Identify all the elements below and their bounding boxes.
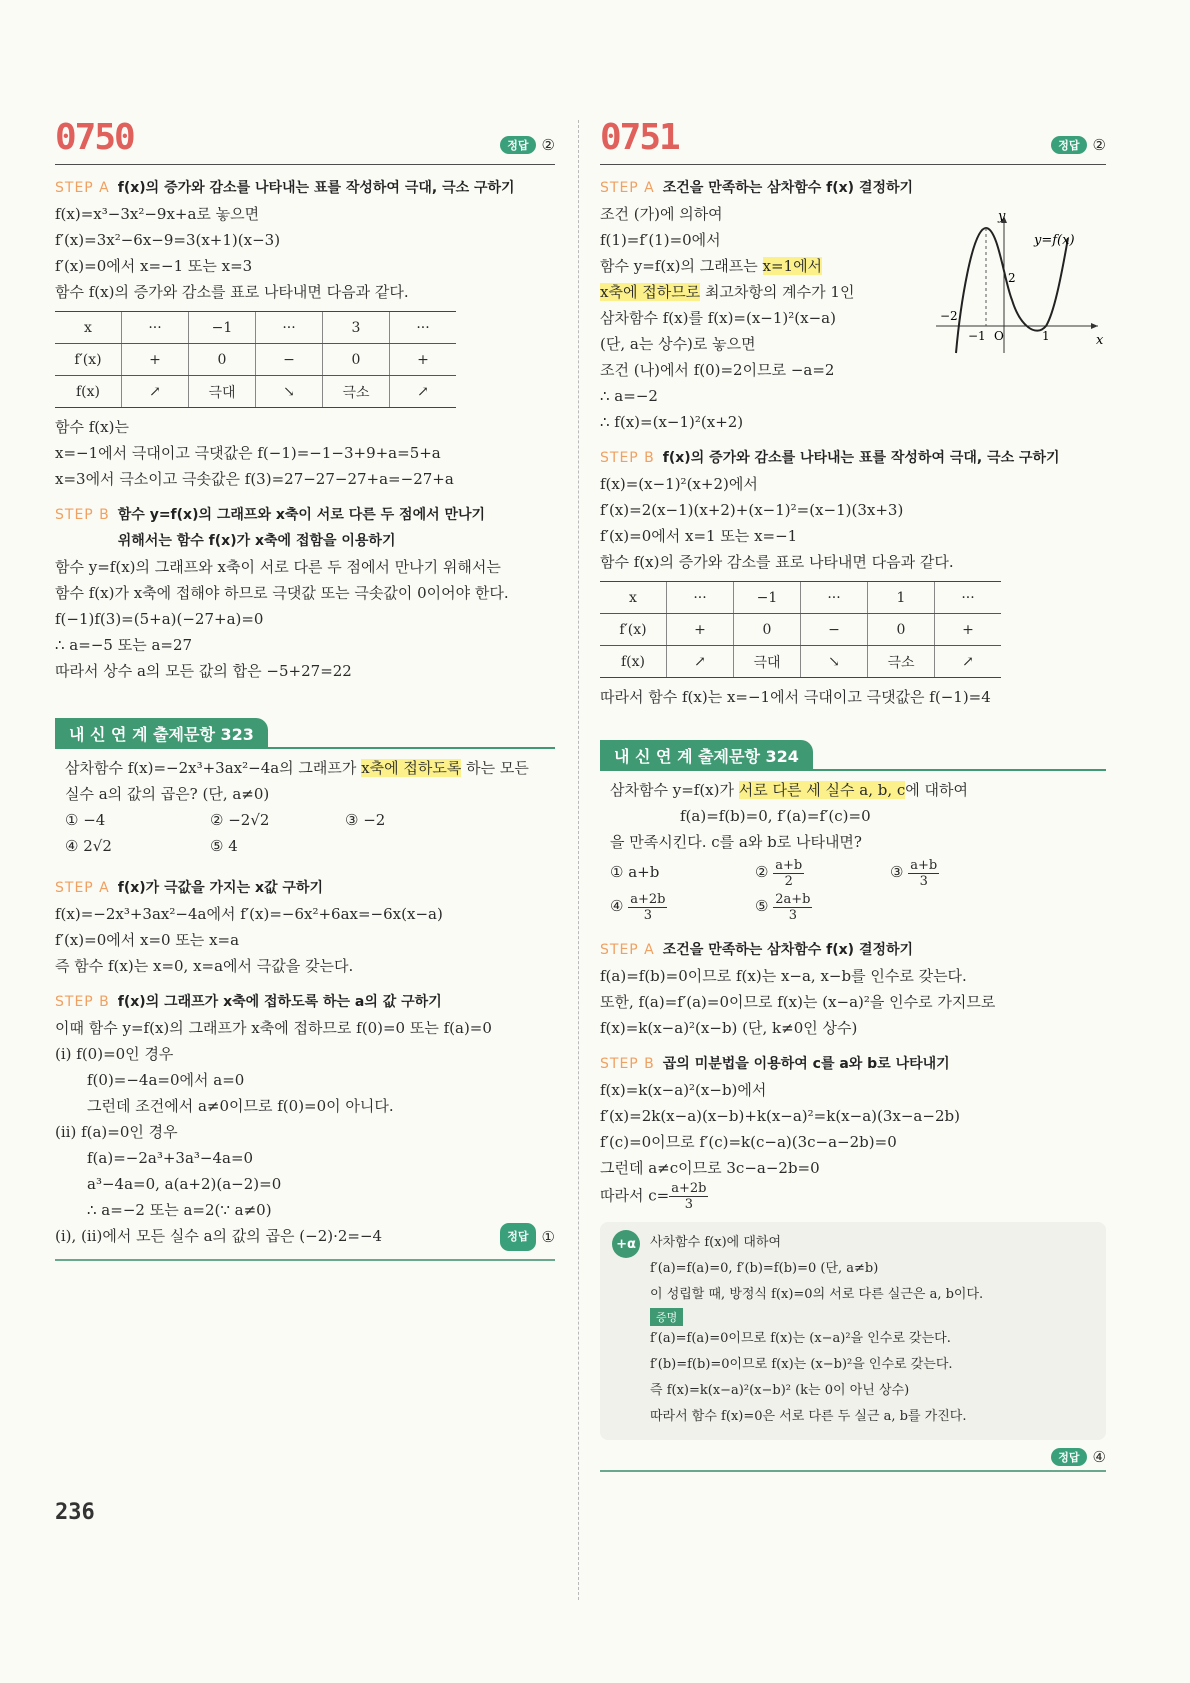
question-line: 실수 a의 값의 곱은? (단, a≠0) <box>65 785 270 803</box>
step-title: f(x)의 그래프가 x축에 접하도록 하는 a의 값 구하기 <box>117 994 442 1010</box>
solution-line: 조건 (나)에서 f(0)=2이므로 −a=2 <box>600 361 835 379</box>
highlight-text: x=1에서 <box>762 257 823 275</box>
solution-line: ∴ f(x)=(x−1)²(x+2) <box>600 413 744 431</box>
table-cell: ↗ <box>667 646 734 678</box>
table-cell: ··· <box>390 312 457 344</box>
solution-text: 최고차항의 계수가 1인 <box>700 283 855 301</box>
plus-alpha-icon: +α <box>612 1230 640 1258</box>
step-b-heading <box>55 502 555 554</box>
solution-line: f′(x)=0에서 x=−1 또는 x=3 <box>55 257 253 275</box>
x-axis-arrow <box>1091 323 1098 329</box>
solution-line: f′(x)=2k(x−a)(x−b)+k(x−a)²=k(x−a)(3x−a−2b) <box>600 1107 960 1125</box>
table-cell: − <box>256 344 323 376</box>
solution-line: f′(x)=0에서 x=0 또는 x=a <box>55 931 240 949</box>
step-title: 조건을 만족하는 삼차함수 f(x) 결정하기 <box>662 942 914 958</box>
table-cell: ··· <box>935 582 1002 614</box>
related-problem-title: 내 신 연 계 출제문항 324 <box>600 740 813 771</box>
question-line: f(a)=f(b)=0, f′(a)=f′(c)=0 <box>680 807 871 825</box>
denominator: 3 <box>919 873 928 889</box>
answer-badge: 정답 <box>1051 136 1086 154</box>
proof-line: f′(a)=f(a)=0이므로 f(x)는 (x−a)²을 인수로 갖는다. <box>650 1331 951 1346</box>
table-cell: 극대 <box>189 376 256 408</box>
solution-line: ∴ a=−2 <box>600 387 658 405</box>
proof-label: 증명 <box>650 1308 683 1326</box>
table-cell: −1 <box>734 582 801 614</box>
solution-line: f′(x)=0에서 x=1 또는 x=−1 <box>600 527 798 545</box>
step-a-heading <box>55 175 555 201</box>
table-row <box>55 344 456 376</box>
table-cell: −1 <box>189 312 256 344</box>
answer-value: ④ <box>1092 1448 1106 1466</box>
solution-line: f(x)=k(x−a)²(x−b)에서 <box>600 1081 767 1099</box>
proof-line: 즉 f(x)=k(x−a)²(x−b)² (k는 0이 아닌 상수) <box>650 1383 910 1398</box>
table-cell: ··· <box>801 582 868 614</box>
choice-3: ③ −2 <box>345 811 386 829</box>
related-problem-body <box>55 749 555 859</box>
answer-value: ① <box>541 1228 555 1246</box>
increase-decrease-table <box>55 311 456 408</box>
y-axis-label: y <box>998 209 1006 224</box>
solution-line: 따라서 상수 a의 모든 값의 합은 −5+27=22 <box>55 662 352 680</box>
choice-mark: ④ <box>610 897 624 915</box>
problem-number: 0750 <box>55 117 134 158</box>
step-a2-heading <box>600 937 1106 963</box>
step-label: STEP A <box>55 180 110 196</box>
tick-label-minus-2: −2 <box>940 309 958 323</box>
answer-badge: 정답 <box>500 1223 535 1251</box>
step-title: f(x)의 증가와 감소를 나타내는 표를 작성하여 극대, 극소 구하기 <box>117 180 515 196</box>
solution-line: f′(x)=2(x−1)(x+2)+(x−1)²=(x−1)(3x+3) <box>600 501 904 519</box>
denominator: 2 <box>784 873 793 889</box>
proof-line: 따라서 함수 f(x)=0은 서로 다른 두 실근 a, b를 가진다. <box>650 1409 967 1424</box>
choice-mark: ② <box>755 863 769 881</box>
step-title: 조건을 만족하는 삼차함수 f(x) 결정하기 <box>662 180 914 196</box>
solution-line: f(x)=x³−3x²−9x+a로 놓으면 <box>55 205 260 223</box>
table-row <box>55 312 456 344</box>
step-title: f(x)가 극값을 가지는 x값 구하기 <box>117 880 323 896</box>
choice-5 <box>755 889 890 923</box>
related-problem-title: 내 신 연 계 출제문항 323 <box>55 718 268 749</box>
step-b2-heading <box>600 1051 1106 1077</box>
step-title: 곱의 미분법을 이용하여 c를 a와 b로 나타내기 <box>662 1056 950 1072</box>
numerator: a+2b <box>630 891 666 907</box>
solution-line: 함수 f(x)의 증가와 감소를 표로 나타내면 다음과 같다. <box>600 553 954 571</box>
section-end-rule <box>600 1470 1106 1472</box>
table-cell: ↘ <box>256 376 323 408</box>
final-answer <box>600 1448 1106 1466</box>
solution-text: 따라서 c= <box>600 1186 670 1205</box>
table-cell: 극소 <box>323 376 390 408</box>
step-label: STEP B <box>600 1056 655 1072</box>
step-label: STEP B <box>55 507 110 523</box>
page-number: 236 <box>55 1500 95 1525</box>
final-answer-line <box>55 1223 555 1251</box>
solution-line: f(x)=k(x−a)²(x−b) (단, k≠0인 상수) <box>600 1019 858 1037</box>
solution-line: 함수 f(x)는 <box>55 418 129 436</box>
solution-line: (단, a는 상수)로 놓으면 <box>600 335 756 353</box>
final-answer <box>500 1223 555 1251</box>
step-a2-heading <box>55 875 555 901</box>
note-line: f′(a)=f(a)=0, f′(b)=f(b)=0 (단, a≠b) <box>650 1261 879 1276</box>
table-cell: 극소 <box>868 646 935 678</box>
question-line: 을 만족시킨다. c를 a와 b로 나타내면? <box>610 833 862 851</box>
table-cell: ↗ <box>390 376 457 408</box>
choice-4 <box>610 889 755 923</box>
solution-line: f(a)=−2a³+3a³−4a=0 <box>87 1149 254 1167</box>
denominator: 3 <box>643 907 652 923</box>
step-label: STEP B <box>55 994 110 1010</box>
solution-text: 함수 y=f(x)의 그래프는 <box>600 257 763 275</box>
question-text: 삼차함수 f(x)=−2x³+3ax²−4a의 그래프가 <box>65 759 362 777</box>
solution-line: 조건 (가)에 의하여 <box>600 205 723 223</box>
solution-line: f(a)=f(b)=0이므로 f(x)는 x−a, x−b를 인수로 갖는다. <box>600 967 967 985</box>
tick-label-1: 1 <box>1042 329 1050 343</box>
left-column <box>55 118 555 1261</box>
step-label: STEP A <box>600 180 655 196</box>
step-label: STEP B <box>600 450 655 466</box>
increase-decrease-table <box>600 581 1001 678</box>
solution-line: 함수 y=f(x)의 그래프와 x축이 서로 다른 두 점에서 만나기 위해서는 <box>55 558 501 576</box>
solution-line: (ⅰ) f(0)=0인 경우 <box>55 1045 174 1063</box>
choice-2: ② −2√2 <box>210 811 270 829</box>
proof-line: f′(b)=f(b)=0이므로 f(x)는 (x−b)²을 인수로 갖는다. <box>650 1357 953 1372</box>
solution-line: f(−1)f(3)=(5+a)(−27+a)=0 <box>55 610 264 628</box>
solution-line: f′(x)=3x²−6x−9=3(x+1)(x−3) <box>55 231 281 249</box>
related-problem-324 <box>600 740 1106 923</box>
answer-indicator <box>1051 136 1106 154</box>
table-cell: 0 <box>734 614 801 646</box>
step-b2-heading <box>55 989 555 1015</box>
solution-line: x=−1에서 극대이고 극댓값은 f(−1)=−1−3+9+a=5+a <box>55 444 441 462</box>
answer-choices <box>610 855 1098 923</box>
table-cell: f(x) <box>55 376 122 408</box>
answer-indicator <box>500 136 555 154</box>
table-cell: ↗ <box>935 646 1002 678</box>
table-row <box>600 614 1001 646</box>
table-cell: − <box>801 614 868 646</box>
choice-5: ⑤ 4 <box>210 837 238 855</box>
question-text: 에 대하여 <box>905 781 969 799</box>
choice-1: ① a+b <box>610 863 660 881</box>
note-line: 사차함수 f(x)에 대하여 <box>650 1235 782 1250</box>
solution-line: a³−4a=0, a(a+2)(a−2)=0 <box>87 1175 282 1193</box>
numerator: a+2b <box>671 1181 707 1196</box>
choice-3 <box>890 855 1030 889</box>
numerator: 2a+b <box>775 891 811 907</box>
fraction <box>908 858 939 889</box>
table-cell: x <box>600 582 667 614</box>
table-cell: ··· <box>667 582 734 614</box>
fraction <box>669 1181 708 1212</box>
answer-badge: 정답 <box>500 136 535 154</box>
highlight-text: x축에 접하므로 <box>600 283 701 301</box>
x-axis-label: x <box>1096 333 1104 348</box>
problem-header-0751 <box>600 118 1106 165</box>
table-cell: 3 <box>323 312 390 344</box>
table-cell: + <box>667 614 734 646</box>
curve-label: y=f(x) <box>1034 233 1075 248</box>
solution-line: 그런데 a≠c이므로 3c−a−2b=0 <box>600 1159 820 1177</box>
solution-line: 이때 함수 y=f(x)의 그래프가 x축에 접하므로 f(0)=0 또는 f(a)=0 <box>55 1019 492 1037</box>
numerator: a+b <box>910 857 938 873</box>
table-cell: 극대 <box>734 646 801 678</box>
step-b-heading <box>600 445 1106 471</box>
choice-2 <box>755 855 890 889</box>
answer-value: ② <box>1092 136 1106 154</box>
solution-line: 또한, f(a)=f′(a)=0이므로 f(x)는 (x−a)²을 인수로 가지므로 <box>600 993 996 1011</box>
answer-choices <box>65 807 547 859</box>
fraction <box>773 858 804 889</box>
related-problem-body <box>600 771 1106 923</box>
step-title <box>118 502 485 554</box>
problem-number: 0751 <box>600 117 679 158</box>
table-cell: ··· <box>122 312 189 344</box>
table-cell: 0 <box>189 344 256 376</box>
table-row <box>55 376 456 408</box>
note-line: 이 성립할 때, 방정식 f(x)=0의 서로 다른 실근은 a, b이다. <box>650 1287 984 1302</box>
y-intercept-label: 2 <box>1008 271 1016 285</box>
related-problem-323 <box>55 718 555 859</box>
table-cell: ↘ <box>801 646 868 678</box>
column-divider <box>578 120 579 1600</box>
answer-badge: 정답 <box>1051 1448 1086 1466</box>
table-cell: ··· <box>256 312 323 344</box>
table-cell: + <box>935 614 1002 646</box>
solution-line: 함수 f(x)가 x축에 접해야 하므로 극댓값 또는 극솟값이 0이어야 한다. <box>55 584 509 602</box>
solution-line: 함수 f(x)의 증가와 감소를 표로 나타내면 다음과 같다. <box>55 283 409 301</box>
table-cell: 0 <box>323 344 390 376</box>
solution-line: f(1)=f′(1)=0에서 <box>600 231 721 249</box>
table-cell: 0 <box>868 614 935 646</box>
step-title-line: 함수 y=f(x)의 그래프와 x축이 서로 다른 두 점에서 만나기 <box>117 507 486 523</box>
solution-line: 삼차함수 f(x)를 f(x)=(x−1)²(x−a) <box>600 309 836 327</box>
table-cell: f′(x) <box>55 344 122 376</box>
solution-line: ∴ a=−2 또는 a=2(∵ a≠0) <box>87 1201 272 1219</box>
problem-header-0750 <box>55 118 555 165</box>
cubic-graph <box>936 208 1106 358</box>
solution-line: f′(c)=0이므로 f′(c)=k(c−a)(3c−a−2b)=0 <box>600 1133 897 1151</box>
choice-4: ④ 2√2 <box>65 837 112 855</box>
solution-line <box>600 1181 1106 1212</box>
choice-mark: ③ <box>890 863 904 881</box>
numerator: a+b <box>775 857 803 873</box>
note-body <box>650 1230 983 1430</box>
final-statement: (ⅰ), (ⅱ)에서 모든 실수 a의 값의 곱은 (−2)·2=−4 <box>55 1227 383 1245</box>
solution-line: 즉 함수 f(x)는 x=0, x=a에서 극값을 갖는다. <box>55 957 354 975</box>
answer-value: ② <box>541 136 555 154</box>
denominator: 3 <box>788 907 797 923</box>
table-cell: f(x) <box>600 646 667 678</box>
origin-label: O <box>994 329 1004 343</box>
table-cell: ↗ <box>122 376 189 408</box>
fraction <box>628 892 667 923</box>
table-row <box>600 582 1001 614</box>
question-line <box>65 755 547 781</box>
choice-mark: ⑤ <box>755 897 769 915</box>
fraction <box>773 892 812 923</box>
section-end-rule <box>55 1259 555 1261</box>
solution-line: x=3에서 극소이고 극솟값은 f(3)=27−27−27+a=−27+a <box>55 470 454 488</box>
solution-line: (ⅱ) f(a)=0인 경우 <box>55 1123 178 1141</box>
question-text: 삼차함수 y=f(x)가 <box>610 781 739 799</box>
right-column <box>600 118 1106 1472</box>
table-cell: + <box>390 344 457 376</box>
question-line <box>610 777 1098 803</box>
step-label: STEP A <box>600 942 655 958</box>
solution-line: f(x)=(x−1)²(x+2)에서 <box>600 475 758 493</box>
solution-line: 그런데 조건에서 a≠0이므로 f(0)=0이 아니다. <box>87 1097 394 1115</box>
solution-line: f(x)=−2x³+3ax²−4a에서 f′(x)=−6x²+6ax=−6x(x−a) <box>55 905 443 923</box>
step-title: f(x)의 증가와 감소를 나타내는 표를 작성하여 극대, 극소 구하기 <box>662 450 1060 466</box>
table-cell: f′(x) <box>600 614 667 646</box>
table-row <box>600 646 1001 678</box>
table-cell: + <box>122 344 189 376</box>
solution-line: f(0)=−4a=0에서 a=0 <box>87 1071 245 1089</box>
denominator: 3 <box>684 1197 693 1212</box>
table-cell: x <box>55 312 122 344</box>
choice-1: ① −4 <box>65 811 106 829</box>
step-title-line: 위해서는 함수 f(x)가 x축에 접함을 이용하기 <box>117 533 396 549</box>
step-label: STEP A <box>55 880 110 896</box>
step-a-heading <box>600 175 1106 201</box>
tick-label-minus-1: −1 <box>968 329 986 343</box>
plus-alpha-note <box>600 1222 1106 1440</box>
highlight-text: x축에 접하도록 <box>361 759 462 777</box>
solution-line: 따라서 함수 f(x)는 x=−1에서 극대이고 극댓값은 f(−1)=4 <box>600 688 991 706</box>
solution-line: ∴ a=−5 또는 a=27 <box>55 636 193 654</box>
table-cell: 1 <box>868 582 935 614</box>
question-text: 하는 모든 <box>461 759 529 777</box>
highlight-text: 서로 다른 세 실수 a, b, c <box>738 781 906 799</box>
